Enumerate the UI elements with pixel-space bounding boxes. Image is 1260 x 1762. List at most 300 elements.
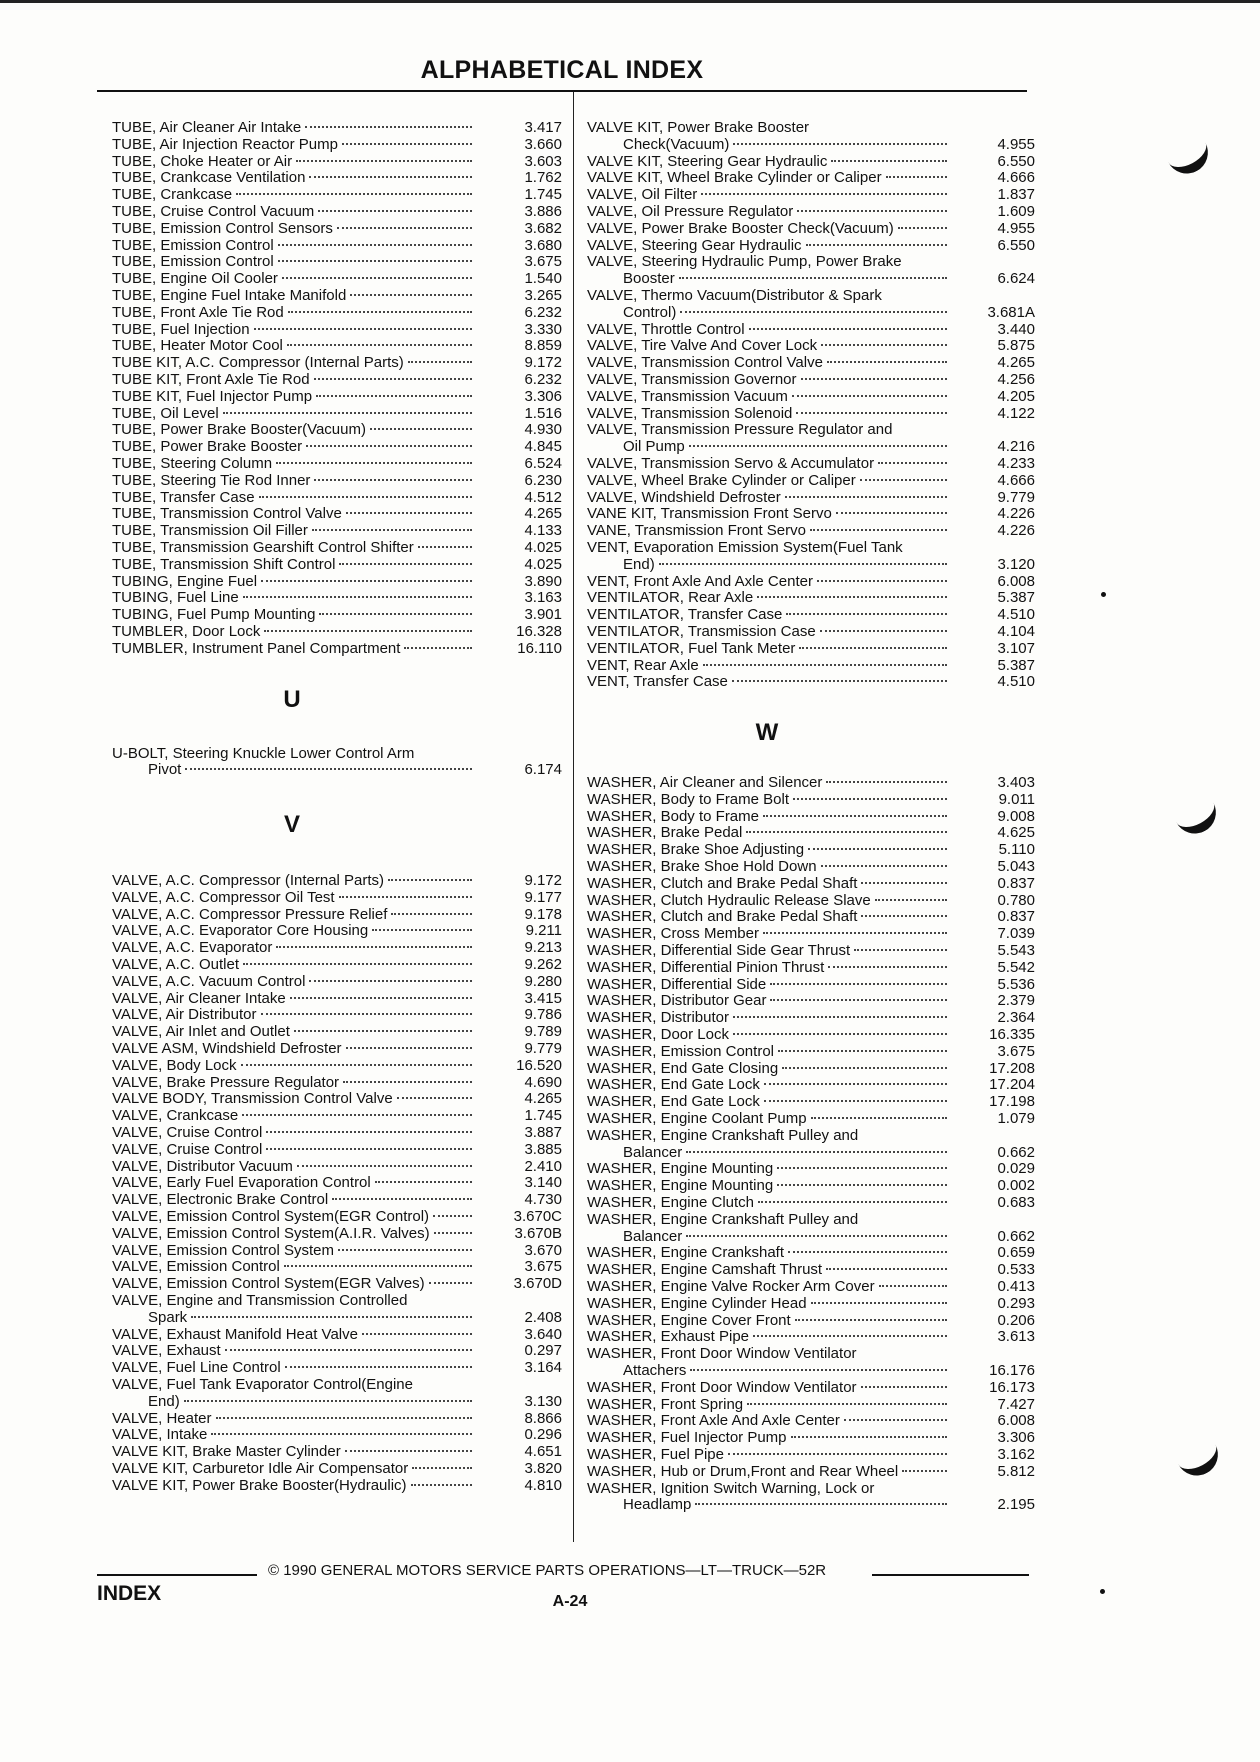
- binder-hole-mark: [1173, 1434, 1226, 1483]
- entry-text: WASHER, Clutch Hydraulic Release Slave: [587, 891, 871, 909]
- index-entry: [587, 254, 1035, 288]
- dot-leader: [821, 334, 947, 346]
- entry-page-ref: 0.780: [997, 891, 1035, 909]
- dot-leader: [276, 452, 472, 464]
- dot-leader: [831, 150, 947, 162]
- dot-leader: [788, 1241, 947, 1253]
- dot-leader: [346, 1037, 472, 1049]
- dot-leader: [795, 1309, 947, 1321]
- entry-text: VENT, Front Axle And Axle Center: [587, 572, 813, 590]
- index-entry: [587, 154, 1035, 171]
- entry-text: VALVE, Transmission Vacuum: [587, 387, 788, 405]
- index-entry: [587, 1245, 1035, 1262]
- w-entries: [587, 775, 1035, 1514]
- dot-leader: [309, 166, 472, 178]
- entry-text: VALVE, Electronic Brake Control: [112, 1191, 329, 1209]
- dot-leader: [747, 1393, 947, 1405]
- entry-text: TUBE, Power Brake Booster: [112, 438, 303, 456]
- index-entry: [112, 1461, 562, 1478]
- entry-page-ref: 16.173: [989, 1378, 1035, 1396]
- entry-page-ref: 3.415: [524, 989, 562, 1007]
- entry-page-ref: 0.296: [524, 1426, 562, 1444]
- entry-page-ref: 4.226: [997, 522, 1035, 540]
- index-entry: [587, 943, 1035, 960]
- entry-text: VALVE, Emission Control System(A.I.R. Valves): [112, 1224, 430, 1242]
- entry-text: VALVE KIT, Power Brake Booster(Hydraulic): [112, 1476, 407, 1494]
- entry-text: WASHER, Engine Crankshaft Pulley and: [587, 1210, 859, 1228]
- entry-text: TUBE, Oil Level: [112, 404, 219, 422]
- entry-page-ref: 2.408: [524, 1308, 562, 1326]
- entry-text: VANE, Transmission Front Servo: [587, 522, 806, 540]
- dot-leader: [659, 553, 947, 565]
- dot-leader: [388, 869, 472, 881]
- dot-leader: [733, 133, 947, 145]
- entry-page-ref: 4.025: [524, 538, 562, 556]
- entry-text: TUMBLER, Instrument Panel Compartment: [112, 639, 401, 657]
- dot-leader: [898, 217, 947, 229]
- dot-leader: [287, 334, 472, 346]
- entry-text: VALVE, Air Distributor: [112, 1006, 257, 1024]
- index-entry: [112, 1075, 562, 1092]
- dot-leader: [827, 351, 947, 363]
- dot-leader: [318, 200, 472, 212]
- entry-page-ref: 1.540: [524, 270, 562, 288]
- entry-text: TUBE KIT, Front Axle Tie Rod: [112, 370, 310, 388]
- entry-page-ref: 1.516: [524, 404, 562, 422]
- index-entry: [112, 1377, 562, 1411]
- entry-text: WASHER, Differential Pinion Thrust: [587, 958, 825, 976]
- entry-page-ref: 0.206: [997, 1311, 1035, 1329]
- dot-leader: [854, 939, 947, 951]
- entry-text: Headlamp: [623, 1496, 692, 1514]
- entry-page-ref: 0.837: [997, 908, 1035, 926]
- entry-page-ref: 16.176: [989, 1361, 1035, 1379]
- entry-text: TUMBLER, Door Lock: [112, 622, 261, 640]
- dot-leader: [836, 502, 947, 514]
- dot-leader: [820, 620, 947, 632]
- dot-leader: [434, 1222, 472, 1234]
- entry-page-ref: 3.613: [997, 1328, 1035, 1346]
- entry-text: TUBE, Transfer Case: [112, 488, 255, 506]
- dot-leader: [332, 1188, 472, 1200]
- index-entry: [587, 876, 1035, 893]
- index-entry: [112, 1159, 562, 1176]
- entry-text: VALVE, A.C. Compressor Oil Test: [112, 888, 335, 906]
- index-entry: [112, 490, 562, 507]
- dot-leader: [861, 1376, 947, 1388]
- index-entry: [587, 288, 1035, 322]
- entry-text: Spark: [148, 1308, 188, 1326]
- entry-page-ref: 4.930: [524, 421, 562, 439]
- index-entry: [112, 120, 562, 137]
- index-entry: [587, 422, 1035, 456]
- dot-leader: [211, 1423, 472, 1435]
- dot-leader: [749, 318, 947, 330]
- dot-leader: [826, 1258, 947, 1270]
- entry-page-ref: 4.955: [997, 219, 1035, 237]
- page-title: ALPHABETICAL INDEX: [420, 56, 704, 84]
- entry-text: U-BOLT, Steering Knuckle Lower Control Arm: [112, 744, 415, 762]
- entry-page-ref: 16.328: [516, 622, 562, 640]
- index-entry: [112, 1058, 562, 1075]
- title-rule: [97, 90, 1027, 92]
- entry-text: VALVE, A.C. Compressor Pressure Relief: [112, 905, 388, 923]
- entry-text: Oil Pump: [623, 438, 685, 456]
- entry-page-ref: 4.216: [997, 438, 1035, 456]
- entry-page-ref: 3.675: [524, 253, 562, 271]
- dot-leader: [216, 1407, 473, 1419]
- entry-text: Balancer: [623, 1227, 683, 1245]
- entry-text: VALVE, A.C. Outlet: [112, 956, 240, 974]
- entry-page-ref: 6.232: [524, 370, 562, 388]
- dot-leader: [753, 1325, 947, 1337]
- dot-leader: [343, 1071, 472, 1083]
- entry-page-ref: 3.820: [524, 1459, 562, 1477]
- entry-text: WASHER, Front Door Window Ventilator: [587, 1378, 857, 1396]
- entry-page-ref: 4.256: [997, 370, 1035, 388]
- dot-leader: [686, 1225, 947, 1237]
- dot-leader: [411, 1474, 472, 1486]
- index-entry: [587, 1447, 1035, 1464]
- entry-text: WASHER, Fuel Pipe: [587, 1445, 724, 1463]
- entry-text: WASHER, Door Lock: [587, 1026, 729, 1044]
- index-entry: [587, 674, 1035, 691]
- index-entry: [587, 1111, 1035, 1128]
- entry-text: VALVE KIT, Brake Master Cylinder: [112, 1443, 341, 1461]
- dot-leader: [764, 1073, 947, 1085]
- entry-page-ref: 17.208: [989, 1059, 1035, 1077]
- entry-page-ref: 5.387: [997, 589, 1035, 607]
- entry-text: WASHER, Engine Cylinder Head: [587, 1294, 807, 1312]
- index-entry: [587, 322, 1035, 339]
- entry-page-ref: 6.008: [997, 572, 1035, 590]
- entry-page-ref: 0.533: [997, 1261, 1035, 1279]
- entry-text: VALVE, Intake: [112, 1426, 208, 1444]
- entry-text: Booster: [623, 270, 675, 288]
- entry-page-ref: 4.226: [997, 505, 1035, 523]
- entry-page-ref: 9.008: [997, 807, 1035, 825]
- entry-page-ref: 4.205: [997, 387, 1035, 405]
- index-entry: [112, 1209, 562, 1226]
- entry-page-ref: 3.670B: [514, 1224, 562, 1242]
- v-entries-continued: [587, 120, 1035, 691]
- dot-leader: [339, 553, 472, 565]
- dot-leader: [799, 637, 947, 649]
- dot-leader: [288, 301, 472, 313]
- entry-text: VALVE, Exhaust Manifold Heat Valve: [112, 1325, 358, 1343]
- dot-leader: [786, 603, 947, 615]
- entry-page-ref: 4.122: [997, 404, 1035, 422]
- entry-text: WASHER, Brake Shoe Hold Down: [587, 858, 817, 876]
- dot-leader: [878, 452, 947, 464]
- entry-page-ref: 9.786: [524, 1006, 562, 1024]
- entry-page-ref: 3.120: [997, 555, 1035, 573]
- entry-page-ref: 5.043: [997, 858, 1035, 876]
- entry-text: Control): [623, 303, 677, 321]
- dot-leader: [243, 586, 472, 598]
- entry-text: TUBE, Emission Control: [112, 236, 274, 254]
- index-entry: [587, 406, 1035, 423]
- dot-leader: [242, 1104, 472, 1116]
- entry-page-ref: 6.550: [997, 236, 1035, 254]
- t-entries: [112, 120, 562, 658]
- dot-leader: [811, 1107, 947, 1119]
- entry-text: WASHER, Engine Clutch: [587, 1194, 755, 1212]
- entry-page-ref: 4.955: [997, 135, 1035, 153]
- dot-leader: [312, 519, 472, 531]
- entry-page-ref: 1.609: [997, 202, 1035, 220]
- entry-page-ref: 3.887: [524, 1124, 562, 1142]
- entry-text: VALVE, Oil Filter: [587, 186, 698, 204]
- entry-text: VALVE, Transmission Pressure Regulator and: [587, 421, 893, 439]
- entry-text: TUBE, Air Injection Reactor Pump: [112, 135, 338, 153]
- footer-page-number: A-24: [552, 1593, 588, 1610]
- entry-text: VALVE, Thermo Vacuum(Distributor & Spark: [587, 286, 882, 304]
- entry-text: VALVE, Power Brake Booster Check(Vacuum): [587, 219, 894, 237]
- entry-text: TUBE, Crankcase Ventilation: [112, 169, 306, 187]
- entry-page-ref: 1.762: [524, 169, 562, 187]
- entry-page-ref: 3.670C: [513, 1208, 562, 1226]
- dot-leader: [314, 469, 472, 481]
- index-entry: [112, 271, 562, 288]
- entry-text: VALVE, Engine and Transmission Controlled: [112, 1292, 408, 1310]
- dot-leader: [191, 1306, 472, 1318]
- entry-page-ref: 3.130: [524, 1392, 562, 1410]
- dot-leader: [701, 183, 947, 195]
- entry-text: Balancer: [623, 1143, 683, 1161]
- entry-page-ref: 4.845: [524, 438, 562, 456]
- entry-page-ref: 1.745: [524, 186, 562, 204]
- entry-page-ref: 4.810: [524, 1476, 562, 1494]
- entry-page-ref: 5.812: [997, 1462, 1035, 1480]
- entry-page-ref: 0.297: [524, 1342, 562, 1360]
- dot-leader: [337, 217, 472, 229]
- entry-page-ref: 9.262: [524, 956, 562, 974]
- entry-text: TUBE, Steering Tie Rod Inner: [112, 471, 311, 489]
- entry-page-ref: 3.265: [524, 286, 562, 304]
- entry-page-ref: 9.779: [524, 1040, 562, 1058]
- entry-text: VALVE KIT, Wheel Brake Cylinder or Caliper: [587, 169, 882, 187]
- entry-text: VENT, Transfer Case: [587, 673, 728, 691]
- dot-leader: [236, 183, 472, 195]
- entry-page-ref: 16.520: [516, 1056, 562, 1074]
- index-entry: [587, 1212, 1035, 1246]
- index-entry: [587, 1262, 1035, 1279]
- entry-text: WASHER, Ignition Switch Warning, Lock or: [587, 1479, 875, 1497]
- entry-page-ref: 2.410: [524, 1157, 562, 1175]
- entry-text: VALVE, Steering Hydraulic Pump, Power Brake: [587, 253, 902, 271]
- dot-leader: [879, 1275, 947, 1287]
- index-entry: [112, 338, 562, 355]
- entry-text: VALVE, Throttle Control: [587, 320, 745, 338]
- dot-leader: [797, 200, 947, 212]
- entry-text: WASHER, Exhaust Pipe: [587, 1328, 750, 1346]
- dot-leader: [886, 166, 947, 178]
- index-entry: [112, 1226, 562, 1243]
- entry-page-ref: 9.211: [525, 922, 562, 940]
- entry-text: VALVE, Emission Control: [112, 1258, 280, 1276]
- entry-page-ref: 0.413: [997, 1278, 1035, 1295]
- entry-text: WASHER, Engine Camshaft Thrust: [587, 1261, 823, 1279]
- entry-text: WASHER, Front Door Window Ventilator: [587, 1345, 857, 1363]
- dot-leader: [861, 905, 947, 917]
- entry-text: TUBING, Fuel Line: [112, 589, 239, 607]
- index-entry: [112, 1276, 562, 1293]
- dot-leader: [763, 805, 947, 817]
- dot-leader: [316, 385, 472, 397]
- dot-leader: [338, 1239, 472, 1251]
- entry-text: WASHER, End Gate Lock: [587, 1093, 760, 1111]
- entry-text: VALVE, Steering Gear Hydraulic: [587, 236, 802, 254]
- dot-leader: [408, 351, 472, 363]
- index-entry: [112, 1293, 562, 1327]
- entry-page-ref: 4.233: [997, 454, 1035, 472]
- entry-page-ref: 5.536: [997, 975, 1035, 993]
- dot-leader: [309, 970, 472, 982]
- entry-text: End): [148, 1392, 180, 1410]
- entry-text: VENTILATOR, Fuel Tank Meter: [587, 639, 796, 657]
- dot-leader: [266, 1121, 472, 1133]
- dot-leader: [259, 486, 472, 498]
- dot-leader: [429, 1272, 472, 1284]
- entry-page-ref: 1.745: [524, 1107, 562, 1125]
- entry-text: TUBING, Fuel Pump Mounting: [112, 606, 316, 624]
- entry-page-ref: 0.029: [997, 1160, 1035, 1178]
- dot-leader: [261, 570, 472, 582]
- entry-text: TUBE, Cruise Control Vacuum: [112, 202, 315, 220]
- dot-leader: [861, 872, 947, 884]
- entry-text: VALVE, Distributor Vacuum: [112, 1157, 293, 1175]
- entry-text: VENTILATOR, Transfer Case: [587, 606, 783, 624]
- entry-page-ref: 3.675: [524, 1258, 562, 1276]
- entry-page-ref: 17.204: [989, 1076, 1035, 1094]
- index-entry: [587, 1397, 1035, 1414]
- entry-text: VALVE, Air Inlet and Outlet: [112, 1023, 290, 1041]
- dot-leader: [350, 284, 472, 296]
- entry-text: TUBE, Steering Column: [112, 454, 273, 472]
- entry-page-ref: 0.662: [997, 1143, 1035, 1161]
- dot-leader: [418, 536, 472, 548]
- index-entry: [587, 523, 1035, 540]
- dot-leader: [808, 838, 947, 850]
- entry-text: VALVE, Cruise Control: [112, 1124, 263, 1142]
- entry-page-ref: 3.681A: [987, 303, 1035, 321]
- entry-page-ref: 0.683: [997, 1194, 1035, 1212]
- entry-page-ref: 4.265: [997, 354, 1035, 372]
- entry-text: VALVE, Fuel Line Control: [112, 1359, 281, 1377]
- entry-page-ref: 3.901: [524, 606, 562, 624]
- index-entry: [587, 456, 1035, 473]
- dot-leader: [689, 435, 947, 447]
- index-entry: [587, 926, 1035, 943]
- dot-leader: [284, 1255, 472, 1267]
- dot-leader: [695, 1493, 947, 1505]
- entry-page-ref: 9.011: [998, 790, 1035, 808]
- entry-page-ref: 3.675: [997, 1042, 1035, 1060]
- entry-page-ref: 5.542: [997, 958, 1035, 976]
- entry-text: TUBE, Transmission Oil Filler: [112, 522, 308, 540]
- index-entry: [587, 1481, 1035, 1515]
- footer-rule-right: [872, 1574, 1029, 1576]
- dot-leader: [728, 1443, 947, 1455]
- entry-text: Pivot: [148, 761, 182, 779]
- entry-text: VALVE, Cruise Control: [112, 1140, 263, 1158]
- dot-leader: [826, 771, 947, 783]
- dot-leader: [276, 936, 472, 948]
- dot-leader: [223, 402, 472, 414]
- dot-leader: [777, 1174, 947, 1186]
- dot-leader: [758, 1191, 947, 1203]
- binder-hole-mark: [1163, 132, 1216, 181]
- entry-page-ref: 4.510: [997, 606, 1035, 624]
- index-entry: [587, 1195, 1035, 1212]
- entry-text: VALVE, Early Fuel Evaporation Control: [112, 1174, 371, 1192]
- entry-page-ref: 6.008: [997, 1412, 1035, 1430]
- entry-text: TUBE, Power Brake Booster(Vacuum): [112, 421, 366, 439]
- entry-text: WASHER, Front Axle And Axle Center: [587, 1412, 840, 1430]
- footer-section-label: INDEX: [97, 1582, 162, 1605]
- entry-page-ref: 4.265: [524, 505, 562, 523]
- entry-text: WASHER, Differential Side Gear Thrust: [587, 942, 851, 960]
- index-entry: [112, 1444, 562, 1461]
- dot-leader: [278, 234, 472, 246]
- entry-text: TUBE, Fuel Injection: [112, 320, 250, 338]
- dot-leader: [686, 1141, 947, 1153]
- entry-text: WASHER, Cross Member: [587, 925, 759, 943]
- entry-page-ref: 3.306: [997, 1429, 1035, 1447]
- entry-text: VALVE, A.C. Evaporator Core Housing: [112, 922, 369, 940]
- entry-text: VALVE, Transmission Governor: [587, 370, 797, 388]
- entry-text: WASHER, Front Spring: [587, 1395, 744, 1413]
- footer-rule-left: [97, 1574, 257, 1576]
- entry-text: VALVE, Emission Control System: [112, 1241, 335, 1259]
- entry-text: VALVE, Tire Valve And Cover Lock: [587, 337, 818, 355]
- dot-leader: [680, 301, 947, 313]
- entry-text: TUBE, Emission Control: [112, 253, 274, 271]
- entry-page-ref: 0.837: [997, 874, 1035, 892]
- entry-page-ref: 7.039: [997, 925, 1035, 943]
- entry-page-ref: 0.002: [997, 1177, 1035, 1195]
- entry-page-ref: 0.662: [997, 1227, 1035, 1245]
- entry-page-ref: 3.670: [524, 1241, 562, 1259]
- entry-page-ref: 9.789: [524, 1023, 562, 1041]
- entry-page-ref: 5.543: [997, 942, 1035, 960]
- index-entry: [112, 1024, 562, 1041]
- dot-leader: [679, 267, 947, 279]
- entry-text: VALVE, A.C. Compressor (Internal Parts): [112, 872, 385, 890]
- entry-text: WASHER, Engine Valve Rocker Arm Cover: [587, 1278, 875, 1295]
- entry-text: VALVE, Transmission Solenoid: [587, 404, 793, 422]
- dot-leader: [746, 821, 947, 833]
- index-entry: [112, 523, 562, 540]
- entry-page-ref: 4.512: [524, 488, 562, 506]
- dot-leader: [362, 1323, 472, 1335]
- index-entry: [587, 842, 1035, 859]
- dot-leader: [372, 919, 472, 931]
- dot-leader: [801, 368, 947, 380]
- entry-page-ref: 9.172: [524, 354, 562, 372]
- entry-text: TUBE, Front Axle Tie Rod: [112, 303, 284, 321]
- entry-page-ref: 6.624: [997, 270, 1035, 288]
- entry-page-ref: 6.232: [524, 303, 562, 321]
- dot-leader: [764, 1090, 947, 1102]
- entry-text: VENTILATOR, Rear Axle: [587, 589, 754, 607]
- entry-text: VALVE, Brake Pressure Regulator: [112, 1073, 340, 1091]
- dot-leader: [278, 250, 472, 262]
- entry-text: Attachers: [623, 1361, 687, 1379]
- entry-page-ref: 4.265: [524, 1090, 562, 1108]
- entry-text: TUBE, Engine Fuel Intake Manifold: [112, 286, 347, 304]
